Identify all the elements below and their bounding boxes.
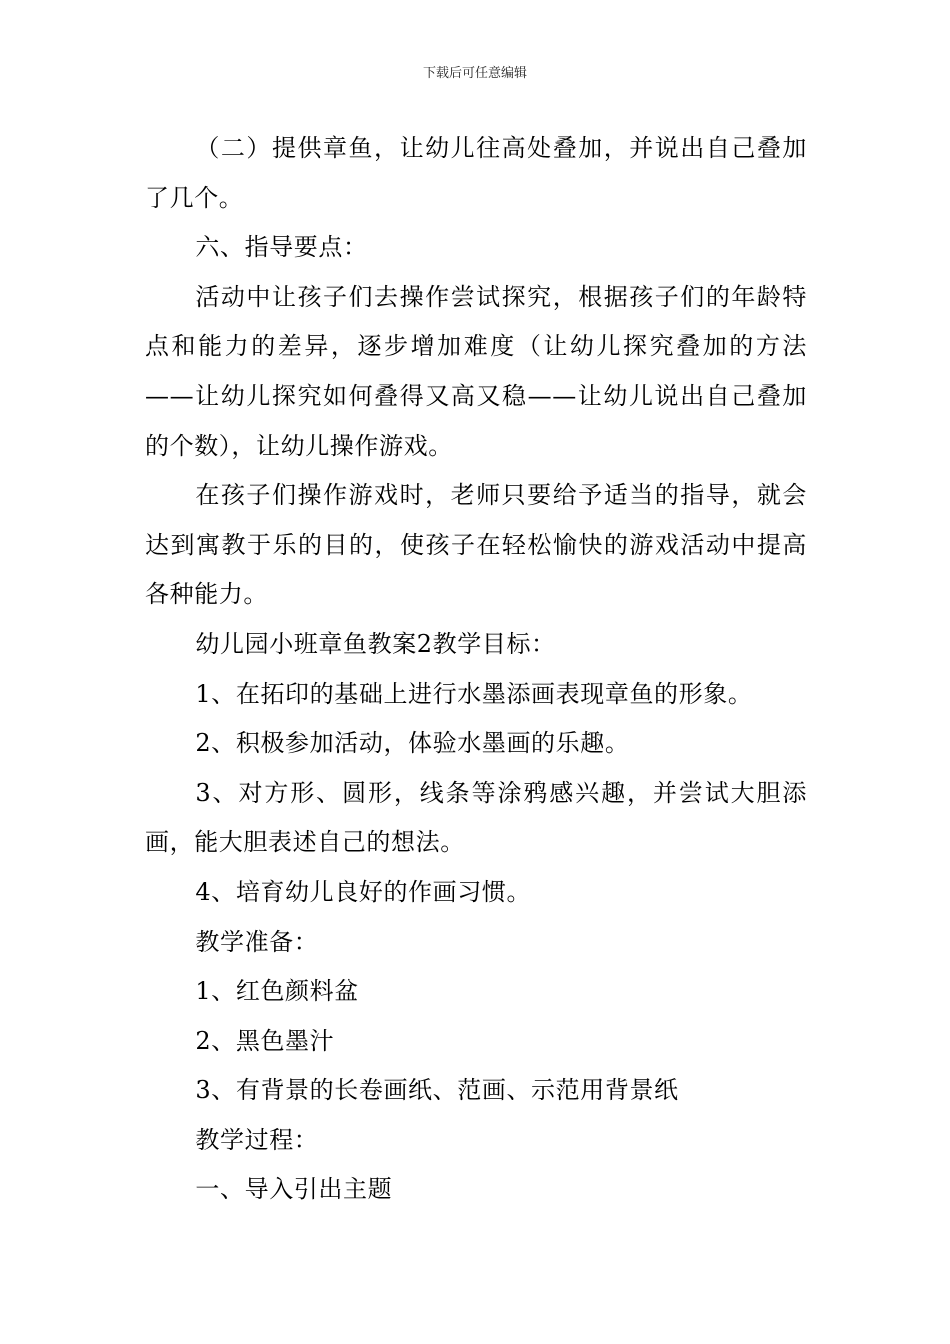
section-heading: 教学过程： [195,1125,319,1154]
page-header-note: 下载后可任意编辑 [422,66,527,81]
list-item: 2、黑色墨汁 [195,1026,335,1055]
paragraph: 在孩子们操作游戏时，老师只要给予适当的指导，就会达到寓教于乐的目的，使孩子在轻松愉快的游戏活动中提高各种能力。 [145,481,807,609]
list-item: 3、有背景的长卷画纸、范画、示范用背景纸 [195,1076,679,1105]
section-heading: 六、指导要点： [195,233,368,262]
section-heading: 幼儿园小班章鱼教案2教学目标： [195,629,556,658]
paragraph: 活动中让孩子们去操作尝试探究，根据孩子们的年龄特点和能力的差异，逐步增加难度（让幼儿探究叠加的方法——让幼儿探究如何叠得又高又稳——让幼儿说出自己叠加的个数），让幼儿操作游戏。 [145,282,807,460]
list-item: 1、红色颜料盆 [195,977,359,1006]
paragraph: （二）提供章鱼，让幼儿往高处叠加，并说出自己叠加了几个。 [145,134,807,212]
list-item: 3、对方形、圆形，线条等涂鸦感兴趣，并尝试大胆添画，能大胆表述自己的想法。 [145,778,807,857]
list-item: 4、培育幼儿良好的作画习惯。 [195,877,532,906]
list-item: 2、积极参加活动，体验水墨画的乐趣。 [195,729,630,758]
section-heading: 教学准备： [195,927,319,956]
list-item: 一、导入引出主题 [195,1175,393,1204]
document-body [145,124,807,1215]
list-item: 1、在拓印的基础上进行水墨添画表现章鱼的形象。 [195,679,753,708]
